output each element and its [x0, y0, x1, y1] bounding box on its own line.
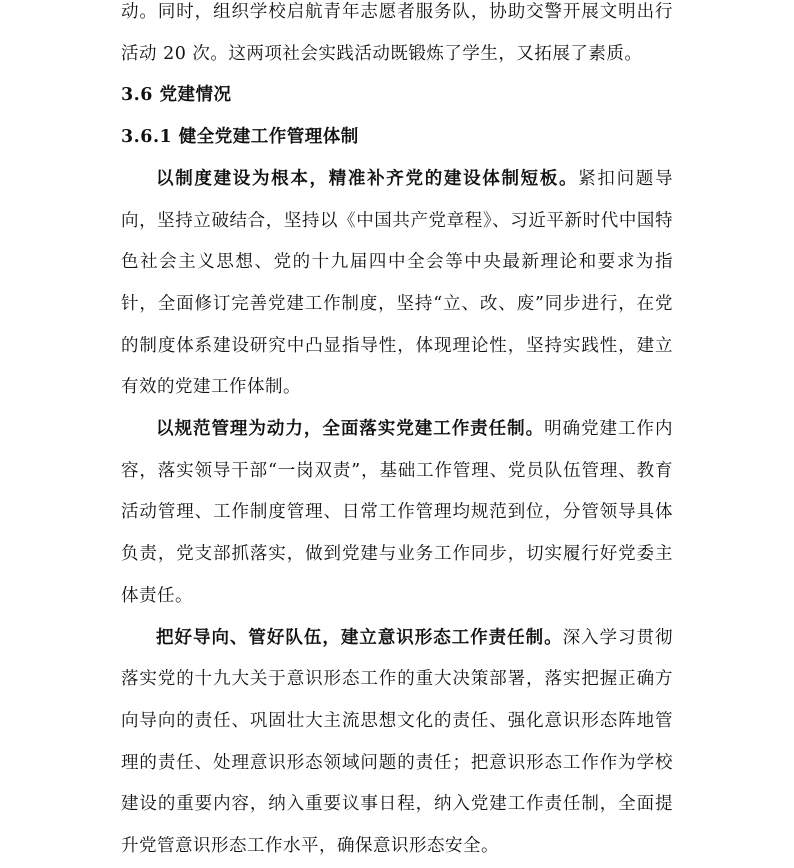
paragraph-ideology-responsibility [121, 618, 673, 868]
subsection-heading: 3.6.1 健全党建工作管理体制 [121, 127, 359, 148]
paragraph-body: 明确党建工作内容，落实领导干部“一岗双责”，基础工作管理、党员队伍管理、教育活动管理、工作制度管理、日常工作管理均规范到位，分管领导具体负责，党支部抓落实，做到党建与业务工作同步，切实履行好党委主体责任。 [121, 419, 673, 606]
paragraph-body: 深入学习贯彻落实党的十九大关于意识形态工作的重大决策部署，落实把握正确方向导向的责任、巩固壮大主流思想文化的责任、强化意识形态阵地管理的责任、处理意识形态领域问题的责任；把意识形态工作作为学校建设的重要内容，纳入重要议事日程，纳入党建工作责任制，全面提升党管意识形态工作水平，确保意识形态安全。 [121, 627, 674, 857]
paragraph-lead: 以制度建设为根本，精准补齐党的建设体制短板。 [156, 168, 579, 189]
intro-paragraph: 动。同时，组织学校启航青年志愿者服务队，协助交警开展文明出行活动 20 次。这两项社会实践活动既锻炼了学生，又拓展了素质。 [121, 2, 673, 64]
paragraph-body: 紧扣问题导向，坚持立破结合，坚持以《中国共产党章程》、习近平新时代中国特色社会主义思想、党的十九届四中全会等中央最新理论和要求为指针，全面修订完善党建工作制度，坚持“立、改、废”同步进行，在党的制度体系建设研究中凸显指导性，体现理论性，坚持实践性，建立有效的党建工作体制。 [121, 168, 674, 398]
paragraph-standardized-management [121, 409, 673, 618]
paragraph-lead: 以规范管理为动力，全面落实党建工作责任制。 [156, 419, 545, 440]
section-heading: 3.6 党建情况 [121, 85, 232, 106]
paragraph-institution-building [121, 159, 673, 409]
paragraph-lead: 把好导向、管好队伍，建立意识形态工作责任制。 [156, 627, 563, 648]
document-page [121, 0, 673, 868]
